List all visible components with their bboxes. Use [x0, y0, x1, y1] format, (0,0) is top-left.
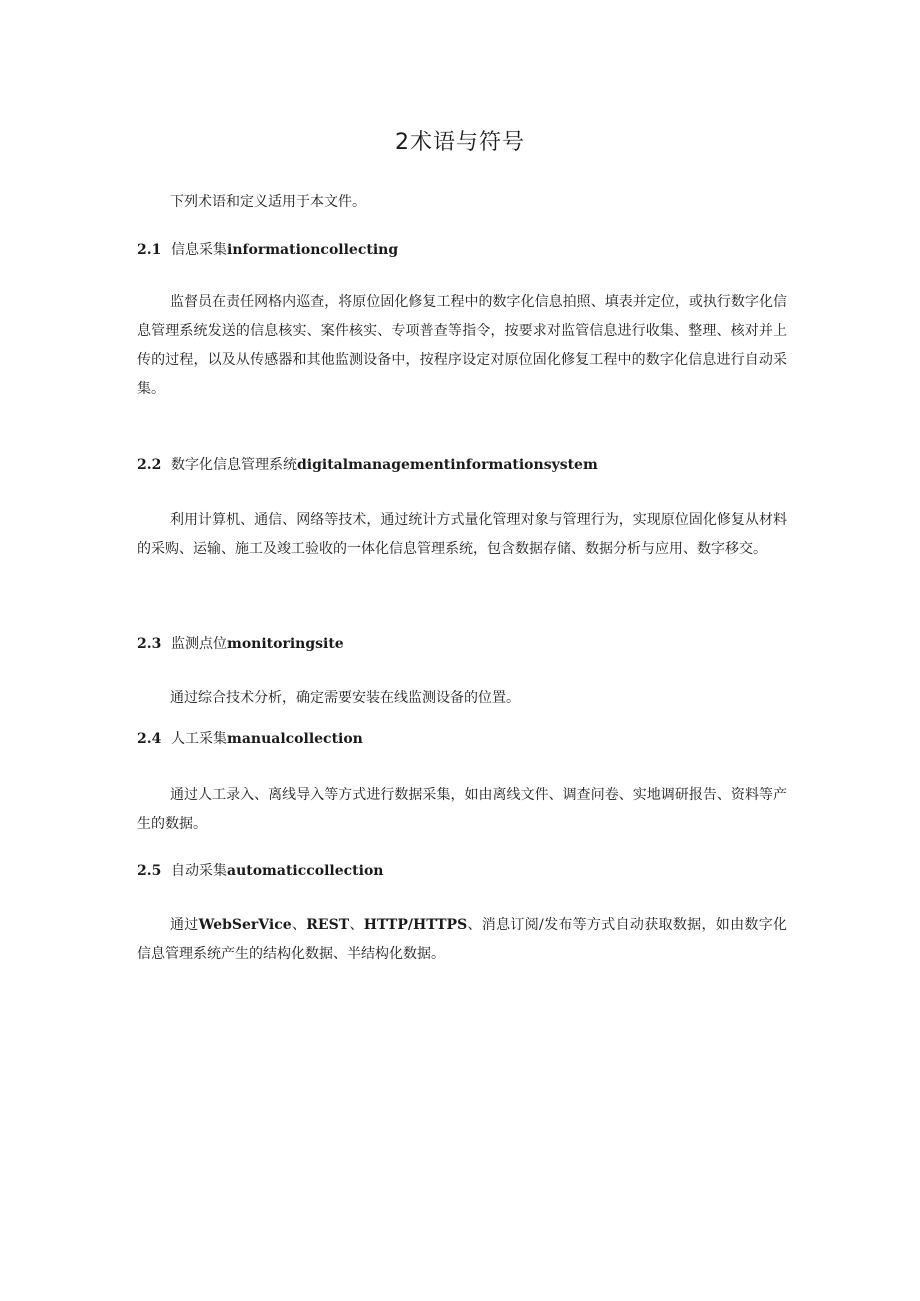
def-protocol-rest: REST [306, 917, 350, 933]
def-protocol-webservice: WebSerVice [198, 917, 292, 933]
term-heading-2-2 [137, 453, 598, 477]
term-en: automaticcollection [227, 863, 384, 879]
page-title: 2术语与符号 [395, 130, 525, 155]
term-definition-2-2: 利用计算机、通信、网络等技术，通过统计方式量化管理对象与管理行为，实现原位固化修复从材料的采购、运输、施工及竣工验收的一体化信息管理系统，包含数据存储、数据分析与应用、数字移交。 [137, 512, 787, 557]
term-heading-2-3 [137, 632, 344, 656]
term-heading-2-4 [137, 727, 363, 751]
term-number: 2.5 [137, 863, 162, 879]
term-en: manualcollection [227, 731, 363, 747]
term-en: informationcollecting [227, 242, 399, 258]
term-definition-2-1: 监督员在责任网格内巡查，将原位固化修复工程中的数字化信息拍照、填表并定位，或执行数字化信息管理系统发送的信息核实、案件核实、专项普查等指令，按要求对监管信息进行收集、整理、核对并上传的过程，以及从传感器和其他监测设备中，按程序设定对原位固化修复工程中的数字化信息进行自动采集。 [137, 294, 787, 397]
def-text: 通过 [170, 917, 199, 933]
def-text: 、 [291, 917, 307, 933]
term-definition-2-4: 通过人工录入、离线导入等方式进行数据采集，如由离线文件、调查问卷、实地调研报告、资料等产生的数据。 [137, 787, 787, 832]
def-text: 、 [349, 917, 364, 933]
def-text: 、消息订阅/发布等方式自动获取数据，如由数字化信息管理系统产生的结构化数据、半结构化数据。 [137, 917, 788, 962]
term-en: monitoringsite [227, 636, 344, 652]
term-heading-2-1 [137, 238, 398, 262]
term-definition-2-3: 通过综合技术分析，确定需要安装在线监测设备的位置。 [170, 690, 520, 706]
term-en: digitalmanagementinformationsystem [297, 457, 598, 473]
term-cn: 自动采集 [171, 863, 227, 879]
term-number: 2.2 [137, 457, 162, 473]
term-number: 2.4 [137, 731, 162, 747]
term-cn: 信息采集 [171, 242, 227, 258]
term-definition-2-5 [137, 911, 787, 969]
term-number: 2.3 [137, 636, 162, 652]
intro-text: 下列术语和定义适用于本文件。 [170, 194, 366, 210]
term-heading-2-5 [137, 859, 383, 883]
def-protocol-http: HTTP/HTTPS [363, 917, 468, 933]
term-cn: 人工采集 [171, 731, 227, 747]
term-number: 2.1 [137, 242, 162, 258]
term-cn: 监测点位 [171, 636, 227, 652]
term-cn: 数字化信息管理系统 [171, 457, 297, 473]
